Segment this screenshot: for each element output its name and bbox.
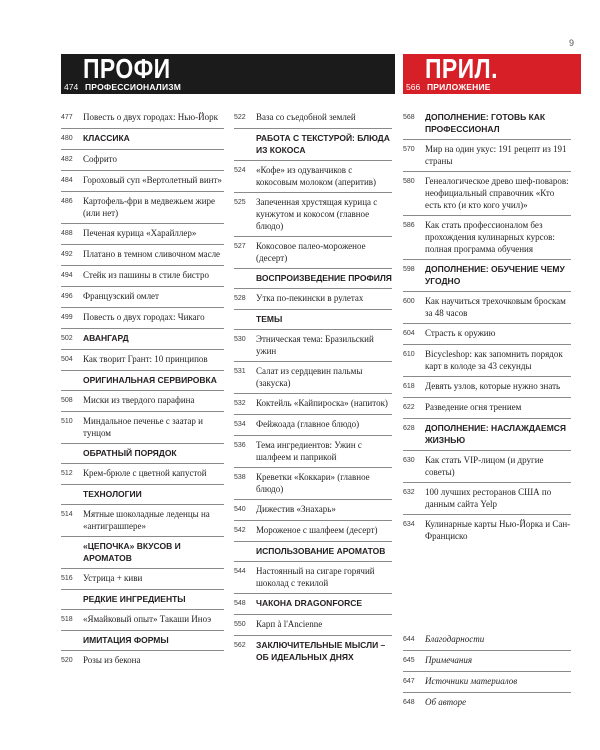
toc-entry-title: ДОПОЛНЕНИЕ: ОБУЧЕНИЕ ЧЕМУ УГОДНО [425,264,565,286]
toc-entry [234,193,392,237]
toc-entry-title: Устрица + киви [83,573,143,583]
toc-entry [234,362,392,394]
toc-entry-title: Страсть к оружию [425,328,496,338]
toc-column-3 [403,54,571,713]
toc-page-number: 610 [403,351,415,358]
toc-entry [403,451,571,483]
toc-entry-title: Миски из твердого парафина [83,395,195,405]
toc-page-number: 628 [403,425,415,432]
banner-page-number: 474 [64,82,79,92]
toc-page-number: 622 [403,404,415,411]
toc-page-number: 482 [61,156,73,163]
toc-entry-title: Фейжоада (главное блюдо) [256,419,360,429]
toc-entry [61,651,224,671]
toc-entry [61,108,224,129]
toc-entry-title: РЕДКИЕ ИНГРЕДИЕНТЫ [83,594,186,604]
banner-title: ПРОФИ [83,53,171,84]
toc-section-heading [403,108,571,140]
toc-page-number: 548 [234,600,246,607]
toc-entry [234,108,392,129]
toc-entry [403,140,571,172]
toc-page-number: 522 [234,114,246,121]
toc-page-number: 632 [403,489,415,496]
toc-entry [61,171,224,192]
toc-entry [234,330,392,362]
toc-entry-title: Стейк из пашины в стиле бистро [83,270,209,280]
toc-entry-title: Дижестив «Знахарь» [256,504,336,514]
banner-title: ПРИЛ. [425,53,498,84]
toc-entry-title: Мороженое с шалфеем (десерт) [256,525,378,535]
toc-page-number: 508 [61,397,73,404]
toc-column-2 [234,54,392,667]
toc-section-heading [61,371,224,391]
toc-section-heading [234,310,392,330]
toc-entry [403,515,571,546]
toc-page-number: 586 [403,222,415,229]
toc-entry [403,398,571,419]
toc-page-number: 538 [234,474,246,481]
toc-entry-title: Тема ингредиентов: Ужин с шалфеем и паприкой [256,440,362,462]
toc-section-heading [234,636,392,667]
toc-entry-title: Розы из бекона [83,655,141,665]
toc-entry-title: ДОПОЛНЕНИЕ: ГОТОВЬ КАК ПРОФЕССИОНАЛ [425,112,546,134]
toc-entry-title: Этническая тема: Бразильский ужин [256,334,374,356]
toc-entry [61,391,224,412]
toc-page-number: 534 [234,421,246,428]
toc-entry-title: Кулинарные карты Нью-Йорка и Сан-Франциско [425,519,571,541]
toc-entry [61,412,224,444]
toc-entry-title: Кокосовое палео-мороженое (десерт) [256,241,366,263]
toc-page-number: 645 [403,657,415,664]
toc-entry-title: Креветки «Коккари» (главное блюдо) [256,472,370,494]
toc-entry [403,483,571,515]
toc-entry [403,693,571,713]
toc-entry-title: ЗАКЛЮЧИТЕЛЬНЫЕ МЫСЛИ – ОБ ИДЕАЛЬНЫХ ДНЯХ [256,640,386,662]
toc-entry-title: Как стать профессионалом без прохождения кулинарных курсов: полная программа обучения [425,220,555,254]
toc-page-number: 524 [234,167,246,174]
toc-page-number: 550 [234,621,246,628]
toc-section-heading [403,260,571,292]
toc-page-number: 532 [234,400,246,407]
toc-page-number: 480 [61,135,73,142]
toc-entry-title: Повесть о двух городах: Нью-Йорк [83,112,218,122]
toc-page-number: 525 [234,199,246,206]
toc-entry-title: Картофель-фри в медвежьем жире (или нет) [83,196,216,218]
toc-entry [234,521,392,542]
toc-entry-title: Карп à l'Ancienne [256,619,323,629]
section-banner-appendix [403,54,581,94]
toc-list [234,108,392,667]
toc-page-number: 600 [403,298,415,305]
toc-entry-title: Печеная курица «Харайллер» [83,228,197,238]
toc-page-number: 512 [61,470,73,477]
toc-entry [403,377,571,398]
toc-page-number: 477 [61,114,73,121]
toc-entry [234,436,392,468]
toc-section-heading [234,269,392,289]
toc-entry-title: ЧАКОНА DRAGONFORCE [256,598,363,608]
toc-section-heading [234,129,392,161]
toc-entry-title: Салат из сердцевин пальмы (закуска) [256,366,363,388]
toc-entry-title: Коктейль «Кайпироска» (напиток) [256,398,388,408]
toc-entry [61,350,224,371]
toc-entry [403,292,571,324]
toc-page-number: 494 [61,272,73,279]
toc-page-number: 647 [403,678,415,685]
toc-entry-title: Девять узлов, которые нужно знать [425,381,561,391]
toc-entry-title: ОБРАТНЫЙ ПОРЯДОК [83,448,177,458]
toc-entry-title: Благодарности [425,634,485,644]
toc-page-number: 510 [61,418,73,425]
back-matter-list [403,630,571,713]
toc-page-number: 568 [403,114,415,121]
toc-entry [61,308,224,329]
toc-entry-title: Как стать VIP-лицом (и другие советы) [425,455,544,477]
toc-entry-title: Примечания [425,655,473,665]
toc-page-number: 570 [403,146,415,153]
toc-page-number: 488 [61,230,73,237]
toc-section-heading [403,419,571,451]
toc-entry-title: Утка по-пекински в рулетах [256,293,364,303]
toc-page-number: 536 [234,442,246,449]
toc-entry [234,468,392,500]
toc-entry [234,415,392,436]
toc-entry-title: ИМИТАЦИЯ ФОРМЫ [83,635,169,645]
toc-entry-title: Как творит Грант: 10 принципов [83,354,208,364]
toc-entry-title: Об авторе [425,697,467,707]
toc-page-number: 644 [403,636,415,643]
toc-page-number: 520 [61,657,73,664]
toc-page-number: 562 [234,642,246,649]
toc-column-1 [61,54,224,671]
toc-entry [61,150,224,171]
toc-page-number: 499 [61,314,73,321]
toc-page-number: 598 [403,266,415,273]
toc-page-number: 486 [61,198,73,205]
banner-subtitle: ПРИЛОЖЕНИЕ [427,82,491,92]
toc-page-number: 527 [234,243,246,250]
toc-entry [61,569,224,590]
banner-subtitle: ПРОФЕССИОНАЛИЗМ [85,82,182,92]
toc-entry-title: «ЦЕПОЧКА» ВКУСОВ И АРОМАТОВ [83,541,181,563]
toc-page-number: 531 [234,368,246,375]
toc-section-heading [61,537,224,569]
toc-entry-title: Мятные шоколадные леденцы на «антиграшпере» [83,509,210,531]
toc-entry-title: 100 лучших ресторанов США по данным сайта Yelp [425,487,552,509]
toc-entry-title: «Ямайковый опыт» Такаши Иноэ [83,614,212,624]
toc-entry-title: Миндальное печенье с заатар и тунцом [83,416,203,438]
toc-page-number: 544 [234,568,246,575]
banner-page-number: 566 [406,82,421,92]
toc-entry-title: Разведение огня трением [425,402,522,412]
toc-entry-title: Французский омлет [83,291,159,301]
toc-section-heading [61,631,224,651]
toc-entry [403,324,571,345]
toc-page-number: 504 [61,356,73,363]
toc-entry-title: ОРИГИНАЛЬНАЯ СЕРВИРОВКА [83,375,217,385]
toc-entry [403,630,571,651]
toc-entry-title: РАБОТА С ТЕКСТУРОЙ: БЛЮДА ИЗ КОКОСА [256,133,390,155]
toc-section-heading [61,329,224,350]
toc-section-heading [234,542,392,562]
toc-entry-title: Источники материалов [425,676,518,686]
toc-entry-title: Ваза со съедобной землей [256,112,356,122]
toc-page-number: 634 [403,521,415,528]
toc-entry-title: Гороховый суп «Вертолетный винт» [83,175,222,185]
toc-page-number: 496 [61,293,73,300]
toc-entry [403,216,571,260]
toc-entry-title: «Кофе» из одуванчиков с кокосовым молоком (аперитив) [256,165,377,187]
toc-page-number: 542 [234,527,246,534]
toc-page-number: 514 [61,511,73,518]
page-number: 9 [568,38,574,48]
toc-entry-title: АВАНГАРД [83,333,129,343]
toc-entry [403,172,571,216]
toc-entry-title: Платано в темном сливочном масле [83,249,221,259]
toc-entry-title: Генеалогическое древо шеф-поваров: неофициальный справочник «Кто есть кто (и кто кого учил)» [425,176,569,210]
toc-page-number: 484 [61,177,73,184]
toc-page-number: 502 [61,335,73,342]
toc-entry [234,237,392,269]
toc-page-number: 492 [61,251,73,258]
toc-entry-title: Повесть о двух городах: Чикаго [83,312,205,322]
toc-entry-title: ТЕМЫ [256,314,283,324]
toc-page-number: 516 [61,575,73,582]
toc-entry-title: Настоянный на сигаре горячий шоколад с текилой [256,566,375,588]
toc-entry-title: ТЕХНОЛОГИИ [83,489,142,499]
toc-page-number: 630 [403,457,415,464]
toc-entry [61,464,224,485]
toc-entry [403,651,571,672]
toc-entry [61,266,224,287]
toc-entry [61,287,224,308]
toc-entry-title: ИСПОЛЬЗОВАНИЕ АРОМАТОВ [256,546,386,556]
toc-entry [61,245,224,266]
toc-entry-title: Как научиться трехочковым броскам за 48 часов [425,296,566,318]
toc-entry [61,224,224,245]
toc-page-number: 580 [403,178,415,185]
toc-entry-title: Bicycleshop: как запомнить порядок карт в колоде за 43 секунды [425,349,563,371]
toc-entry [61,610,224,631]
toc-section-heading [61,129,224,150]
toc-entry [61,505,224,537]
toc-page-number: 540 [234,506,246,513]
toc-entry [61,192,224,224]
toc-section-heading [61,485,224,505]
toc-entry [403,345,571,377]
toc-section-heading [61,590,224,610]
toc-page-number: 518 [61,616,73,623]
toc-entry [403,672,571,693]
toc-entry-title: КЛАССИКА [83,133,130,143]
toc-page-number: 530 [234,336,246,343]
toc-page-number: 604 [403,330,415,337]
toc-list [403,108,571,546]
toc-section-heading [234,594,392,615]
toc-entry-title: ДОПОЛНЕНИЕ: НАСЛАЖДАЕМСЯ ЖИЗНЬЮ [425,423,567,445]
toc-entry [234,161,392,193]
toc-entry-title: ВОСПРОИЗВЕДЕНИЕ ПРОФИЛЯ [256,273,392,283]
toc-section-heading [61,444,224,464]
toc-entry [234,394,392,415]
toc-entry-title: Крем-брюле с цветной капустой [83,468,207,478]
toc-page-number: 528 [234,295,246,302]
toc-entry [234,615,392,636]
toc-entry [234,500,392,521]
toc-entry-title: Мир на один укус: 191 рецепт из 191 страны [425,144,567,166]
toc-page-number: 618 [403,383,415,390]
toc-entry-title: Софрито [83,154,117,164]
toc-page-number: 648 [403,699,415,706]
toc-entry [234,562,392,594]
toc-entry [234,289,392,310]
toc-list [61,108,224,671]
toc-entry-title: Запеченная хрустящая курица с кунжутом и кокосом (главное блюдо) [256,197,378,231]
